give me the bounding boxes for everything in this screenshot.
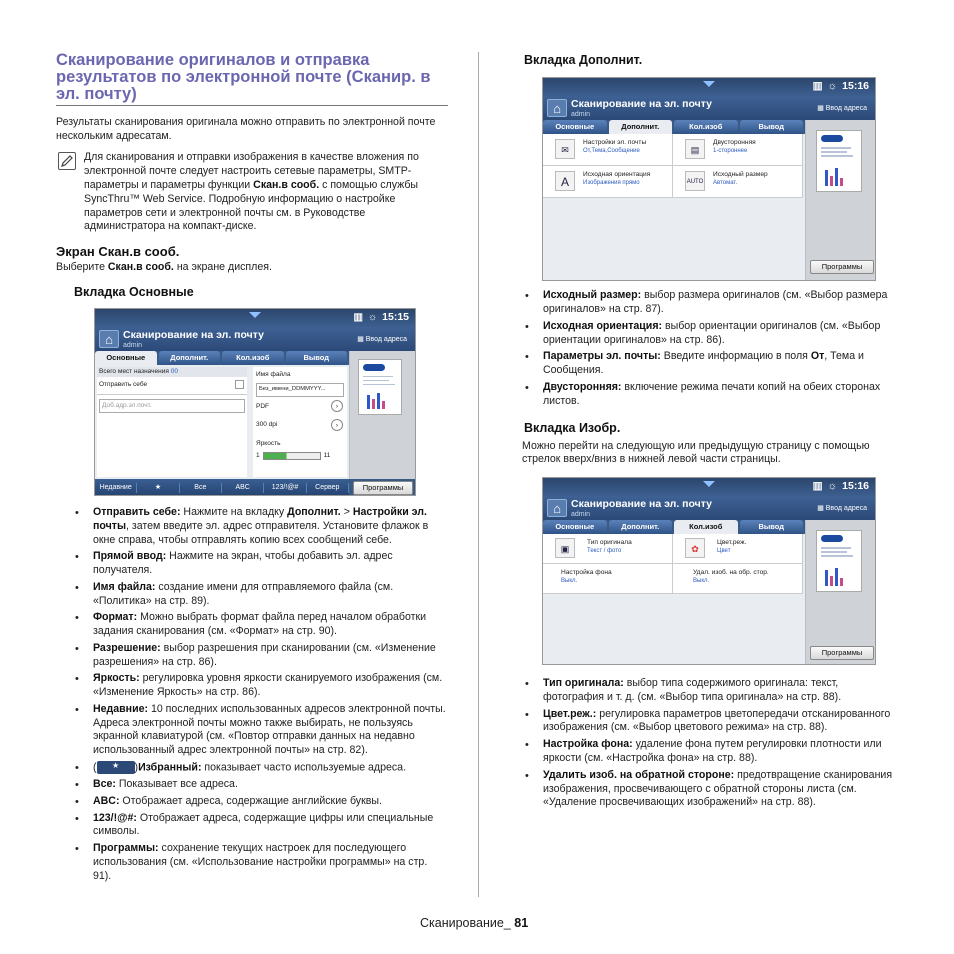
original-type-icon: ▣ [555,538,575,558]
clock: 15:16 [842,80,869,93]
programs-button[interactable]: Программы [810,260,874,274]
programs-button[interactable]: Программы [353,481,413,495]
screen-extra [542,77,876,281]
tab-image[interactable]: Кол.изоб [222,351,284,365]
num-button[interactable]: 123/!@# [264,483,306,492]
address-input[interactable]: Доб.адр.эл.почт. [99,399,245,413]
tab-extra[interactable]: Дополнит. [609,120,673,134]
preview-thumbnail [358,359,402,415]
list-item: • 123/!@#: Отображает адреса, содержащие цифры или специальные символы. [72,812,448,840]
dropdown-arrow-icon[interactable] [703,481,715,487]
tab-image-heading: Вкладка Изобр. [524,421,621,436]
screen-title: Сканирование на эл. почту [123,328,264,341]
tab-output[interactable]: Вывод [740,120,804,134]
status-bar [95,309,415,327]
user-label: admin [571,111,591,119]
sun-icon: ☼ [827,480,838,493]
list-item: • Цвет.реж.: регулировка параметров цветопередачи отсканированного изображения (см. «Выбор цветового режима» на стр. 88). [522,708,898,736]
note-pencil-icon [58,152,76,170]
brightness-label: Яркость [256,439,281,447]
signal-icon: ▥ [812,80,823,93]
email-settings-cell[interactable]: ✉ Настройки эл. почты От,Тема,Сообщение [543,134,673,166]
tab-basic-heading: Вкладка Основные [74,284,194,299]
screen-header [95,327,415,351]
list-item: • Удалить изоб. на обратной стороне: предотвращение сканирования изображения, просвечивающего с обратной стороны листа (см. «Удаление просвечивающих изображений» на стр. 88). [522,769,898,810]
tab-output[interactable]: Вывод [286,351,348,365]
extra-bullets [522,289,898,408]
tab-extra-heading: Вкладка Дополнит. [524,53,643,67]
list-item: • ( ★ )Избранный: показывает часто используемые адреса. [72,761,448,775]
preview-thumbnail [816,130,862,192]
orientation-icon: A [555,171,575,191]
dest-panel [97,367,247,477]
tab-image[interactable]: Кол.изоб [674,520,738,534]
tab-basic[interactable]: Основные [543,520,607,534]
list-item: • Программы: сохранение текущих настроек для последующего использования (см. «Использование настройки программы» на стр. 91). [72,842,448,883]
send-self-row[interactable]: Отправить себе [97,377,247,394]
list-item: • Исходная ориентация: выбор ориентации оригиналов (см. «Выбор ориентации оригиналов» на стр. 86). [522,320,898,348]
list-item: • Имя файла: создание имени для отправляемого файла (см. «Политика» на стр. 89). [72,581,448,609]
section-title: Экран Скан.в сооб. [56,244,180,260]
tab-extra[interactable]: Дополнит. [609,520,673,534]
address-entry-button[interactable]: ▦ Ввод адреса [357,335,407,343]
page-title: Сканирование оригиналов и отправка результатов по электронной почте (Сканир. в эл. почту) [56,52,448,106]
home-icon[interactable]: ⌂ [547,99,567,117]
right-column [522,52,898,813]
brightness-slider[interactable]: 1 11 [256,452,331,460]
list-item: • Тип оригинала: выбор типа содержимого оригинала: текст, фотография и т. д. (см. «Выбор типа оригинала» на стр. 88). [522,677,898,705]
column-divider [478,52,479,897]
tab-extra[interactable]: Дополнит. [159,351,221,365]
file-name-label: Имя файла [256,370,291,378]
note-text: Для сканирования и отправки изображения в качестве вложения по электронной почте следует настроить сетевые параметры, SMTP-параметры и параметры функции Скан.в сооб. с помощью службы SyncThru™ Web Service. Подробную информацию о настройке параметров сети и электронной почты см. в Руководстве администратора на компакт-диске. [84,151,419,233]
signal-icon: ▥ [353,312,363,324]
abc-button[interactable]: ABC [222,483,264,492]
bleed-through-cell[interactable]: Удал. изоб. на обр. стор. Выкл. [673,564,803,594]
preview-sidebar [349,351,416,479]
address-entry-button[interactable]: ▦ Ввод адреса [817,105,867,113]
favorite-star-icon: ★ [97,761,135,774]
list-item: • Прямой ввод: Нажмите на экран, чтобы добавить эл. адрес получателя. [72,550,448,578]
preview-sidebar [805,520,876,665]
all-button[interactable]: Все [180,483,222,492]
format-arrow-icon[interactable]: › [331,400,343,412]
duplex-icon: ▤ [685,139,705,159]
screen1-pane [95,351,349,479]
server-button[interactable]: Сервер [307,483,349,492]
screen-title: Сканирование на эл. почту [571,98,712,111]
format-row[interactable]: PDF › [253,397,347,417]
tab-basic[interactable]: Основные [95,351,157,365]
list-item: • Настройка фона: удаление фона путем регулировки плотности или яркости (см. «Настройка фона» на стр. 88). [522,738,898,766]
tab-basic[interactable]: Основные [543,120,607,134]
dropdown-arrow-icon[interactable] [703,81,715,87]
screen-basic [94,308,416,496]
brightness-bar[interactable] [263,452,321,460]
list-item: • Исходный размер: выбор размера оригиналов (см. «Выбор размера оригиналов» на стр. 87). [522,289,898,317]
preview-sidebar [805,120,876,281]
list-item: • Все: Показывает все адреса. [72,778,448,792]
note-block [56,151,448,234]
options-panel [253,367,347,477]
user-label: admin [571,511,591,519]
programs-button[interactable]: Программы [810,646,874,660]
image-bullets [522,677,898,810]
resolution-row[interactable]: 300 dpi › [253,417,347,433]
color-wheel-icon: ✿ [685,538,705,558]
favorite-button[interactable]: ★ [137,483,179,492]
address-entry-button[interactable]: ▦ Ввод адреса [817,505,867,513]
list-item: • Недавние: 10 последних использованных адресов электронной почты. Адреса электронной почты можно также выбирать, не пользуясь экранной клавиатурой (см. «Повтор отправки данных на недавно использованный адрес электронной почты» на стр. 82). [72,703,448,758]
dest-count: Всего мест назначения 00 [97,367,247,377]
send-self-checkbox[interactable] [235,380,244,389]
clock: 15:15 [382,310,409,323]
background-cell[interactable]: Настройка фона Выкл. [543,564,673,594]
screen-title: Сканирование на эл. почту [571,498,712,511]
tab-output[interactable]: Вывод [740,520,804,534]
dropdown-arrow-icon[interactable] [249,312,261,318]
list-item: • Параметры эл. почты: Введите информацию в поля От, Тема и Сообщения. [522,350,898,378]
bottom-bar [95,479,349,496]
screen-image [542,477,876,665]
auto-size-icon: AUTO [685,171,705,191]
envelope-icon: ✉ [555,139,575,159]
left-column [56,52,448,886]
resolution-arrow-icon[interactable]: › [331,419,343,431]
color-mode-cell[interactable]: ✿ Цвет.реж. Цвет [673,534,803,564]
duplex-cell[interactable]: ▤ Двусторонняя 1-стороннее [673,134,803,166]
list-item: • Двусторонняя: включение режима печати копий на обеих сторонах листов. [522,381,898,409]
user-label: admin [123,341,143,349]
size-cell[interactable]: AUTO Исходный размер Автомат. [673,166,803,198]
home-icon[interactable]: ⌂ [99,330,119,348]
intro-text: Результаты сканирования оригинала можно отправить по электронной почте нескольким адресатам. [56,115,436,142]
list-item: • ABC: Отображает адреса, содержащие английские буквы. [72,795,448,809]
section-instruction: Выберите Скан.в сооб. на экране дисплея. [56,260,272,273]
orientation-cell[interactable]: A Исходная ориентация Изображения прямо [543,166,673,198]
signal-icon: ▥ [812,480,823,493]
image-intro: Можно перейти на следующую или предыдущую страницу с помощью стрелок вверх/вниз в нижней левой части страницы. [522,439,870,466]
clock: 15:16 [842,480,869,493]
original-type-cell[interactable]: ▣ Тип оригинала Текст / фото [543,534,673,564]
file-name-input[interactable]: Без_имени_DDMMYYY... [256,383,344,397]
sun-icon: ☼ [827,80,838,93]
list-item: • Яркость: регулировка уровня яркости сканируемого изображения (см. «Изменение Яркость» на стр. 86). [72,672,448,700]
recent-button[interactable]: Недавние [95,483,137,492]
tab-image[interactable]: Кол.изоб [674,120,738,134]
basic-bullets [72,506,448,883]
list-item: • Разрешение: выбор разрешения при сканировании (см. «Изменение разрешения» на стр. 86). [72,642,448,670]
list-item: • Отправить себе: Нажмите на вкладку Дополнит. > Настройки эл. почты, затем введите эл. адрес отправителя. Установите флажок в окне справа, чтобы отправлять копию всех сообщений себе. [72,506,448,547]
preview-thumbnail [816,530,862,592]
page-footer: Сканирование_ 81 [420,916,529,930]
home-icon[interactable]: ⌂ [547,499,567,517]
list-item: • Формат: Можно выбрать формат файла перед началом обработки задания сканирования (см. «Формат» на стр. 90). [72,611,448,639]
sun-icon: ☼ [367,312,378,324]
